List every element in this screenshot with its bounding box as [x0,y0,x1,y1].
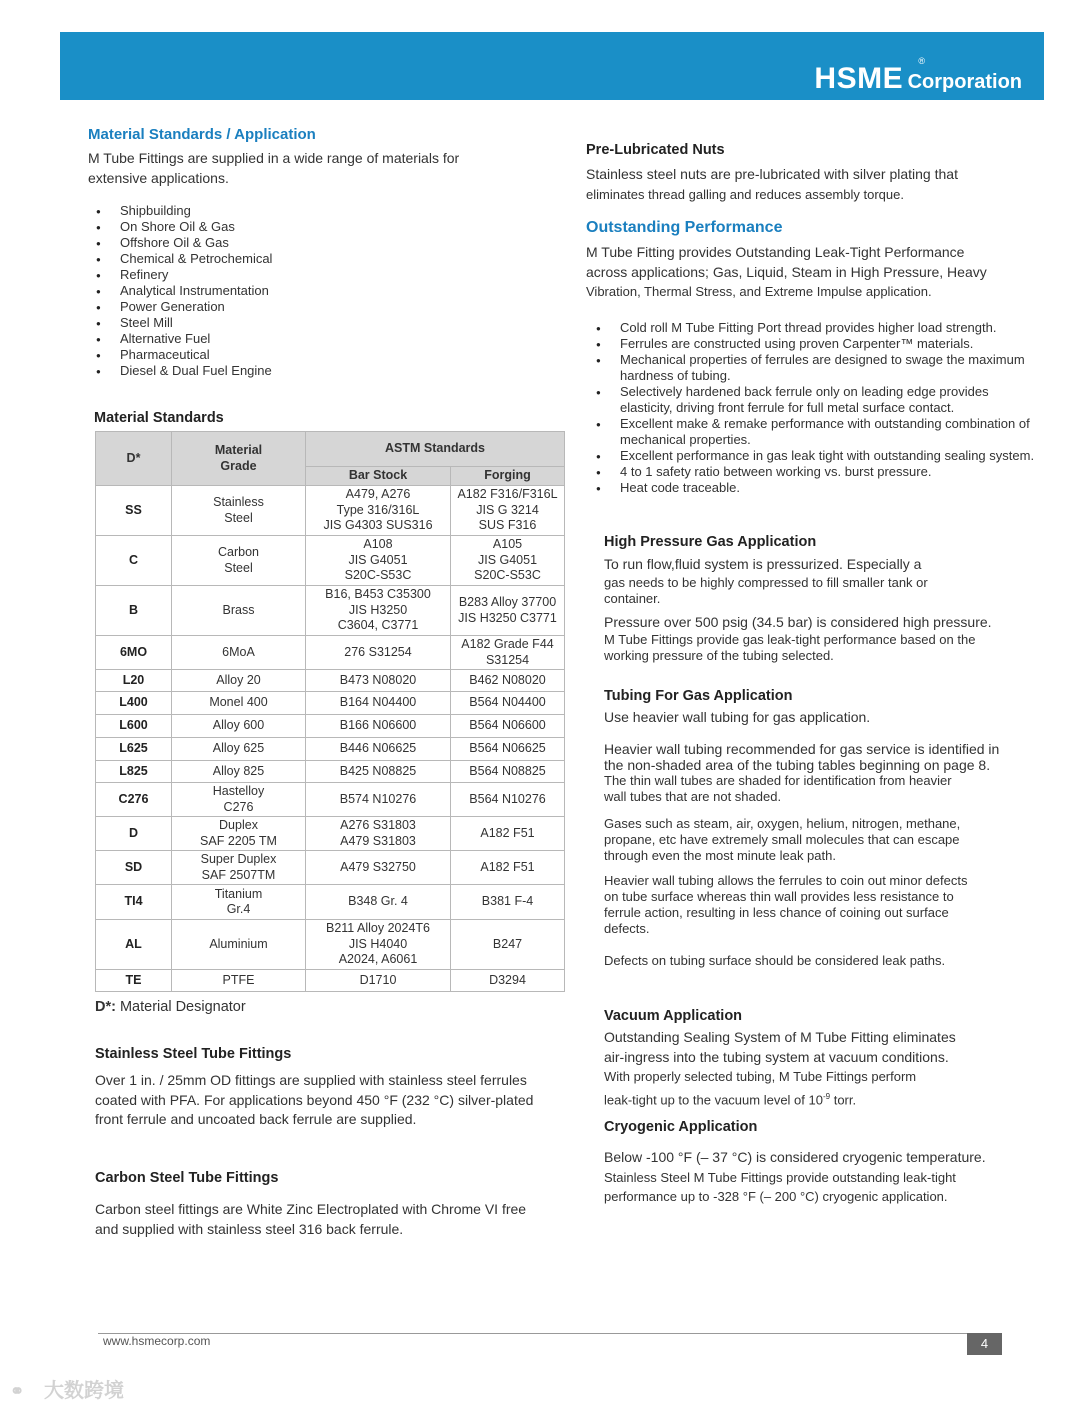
cell-forging: A182 F51 [451,817,565,851]
applications-list [94,203,272,379]
stainless-body: Over 1 in. / 25mm OD fittings are supplied with stainless steel ferrules coated with PFA. For applications beyond 450 °F (232 °C) silver-plated front ferrule and uncoated back ferrule are supplied. [95,1072,534,1127]
cell-designator: C276 [96,783,172,817]
cell-forging: B564 N08825 [451,761,565,783]
table-row [96,817,565,851]
cell-forging: B381 F-4 [451,885,565,920]
table-row [96,692,565,715]
logo-registered: ® [918,56,926,66]
cell-grade: Stainless Steel [172,486,306,536]
table-row [96,783,565,817]
cell-forging: B564 N10276 [451,783,565,817]
cryogenic-title: Cryogenic Application [604,1119,758,1135]
vacuum-title: Vacuum Application [604,1008,743,1024]
material-intro: M Tube Fittings are supplied in a wide range of materials for extensive applications. [88,150,460,186]
table-row [96,761,565,783]
cell-grade: Carbon Steel [172,536,306,586]
cell-grade: Hastelloy C276 [172,783,306,817]
nuts-body: Stainless steel nuts are pre-lubricated with silver plating that eliminates thread galling and reduces assembly torque. [586,166,958,202]
cell-designator: B [96,586,172,636]
cryogenic-body: Below -100 °F (– 37 °C) is considered cryogenic temperature. Stainless Steel M Tube Fittings provide outstanding leak-tight performance up to -328 °F (– 200 °C) cryogenic application. [604,1149,986,1204]
table-row [96,715,565,738]
cell-forging: B283 Alloy 37700 JIS H3250 C3771 [451,586,565,636]
application-item: ● Alternative Fuel [94,331,272,347]
cell-bar-stock: A108 JIS G4051 S20C-S53C [306,536,451,586]
tubing-gas-intro: Use heavier wall tubing for gas application. [604,709,871,725]
logo-main: HSME [814,62,904,95]
cell-grade: Duplex SAF 2205 TM [172,817,306,851]
cell-designator: L400 [96,692,172,715]
application-item: ● Power Generation [94,299,272,315]
table-title: Material Standards [94,410,224,426]
footer-divider [98,1333,1002,1334]
cell-grade: Titanium Gr.4 [172,885,306,920]
table-row [96,851,565,885]
feature-item: ● Excellent make & remake performance with outstanding combination of mechanical properties. [594,416,1044,448]
cell-bar-stock: B164 N04400 [306,692,451,715]
material-standards-table [95,431,565,992]
table-row [96,885,565,920]
cell-forging: B564 N06600 [451,715,565,738]
cell-designator: L625 [96,738,172,761]
cell-designator: L600 [96,715,172,738]
application-item: ● Steel Mill [94,315,272,331]
cell-forging: A182 F51 [451,851,565,885]
cell-grade: Alloy 625 [172,738,306,761]
high-pressure-body: To run flow,fluid system is pressurized. Especially a gas needs to be highly compressed to fill smaller tank or container. Pressure over 500 psig (34.5 bar) is considered high pressure. M Tube Fittings provide gas leak-tight performance based on the working pressure of the tubing selected. [604,556,992,663]
cell-grade: Alloy 600 [172,715,306,738]
cell-bar-stock: B473 N08020 [306,670,451,692]
cell-bar-stock: B16, B453 C35300 JIS H3250 C3604, C3771 [306,586,451,636]
performance-title: Outstanding Performance [586,219,783,236]
application-item: ● Chemical & Petrochemical [94,251,272,267]
cell-designator: SD [96,851,172,885]
cell-grade: Monel 400 [172,692,306,715]
header-banner [60,32,1044,100]
tubing-gas-title: Tubing For Gas Application [604,688,793,704]
cell-designator: TE [96,970,172,992]
cell-grade: Super Duplex SAF 2507TM [172,851,306,885]
table-row [96,920,565,970]
cell-forging: B564 N06625 [451,738,565,761]
company-logo [814,56,1022,96]
logo-sub: Corporation [907,71,1022,93]
cell-bar-stock: B211 Alloy 2024T6 JIS H4040 A2024, A6061 [306,920,451,970]
feature-item: ● Ferrules are constructed using proven Carpenter™ materials. [594,336,1044,352]
cell-forging: B564 N04400 [451,692,565,715]
designator-note: D*: Material Designator [95,999,246,1015]
cell-bar-stock: B348 Gr. 4 [306,885,451,920]
nuts-title: Pre-Lubricated Nuts [586,142,725,158]
page-number: 4 [967,1333,1002,1355]
table-row [96,536,565,586]
vacuum-body: Outstanding Sealing System of M Tube Fitting eliminates air-ingress into the tubing system at vacuum conditions. With properly selected tubing, M Tube Fittings perform leak-tight up to the vacuum level of $10^{-9}$ torr. [604,1028,956,1109]
table-row [96,486,565,536]
feature-item: ● Mechanical properties of ferrules are designed to swage the maximum hardness of tubing. [594,352,1044,384]
table-body [96,486,565,992]
watermark: ⚭ 大数跨境 [10,1380,124,1402]
header-material-grade: Material Grade [172,432,306,486]
cell-grade: Alloy 20 [172,670,306,692]
table-row [96,636,565,670]
cell-forging: A182 Grade F44 S31254 [451,636,565,670]
application-item: ● Pharmaceutical [94,347,272,363]
feature-item: ● Excellent performance in gas leak tight with outstanding sealing system. [594,448,1044,464]
cell-bar-stock: 276 S31254 [306,636,451,670]
cell-designator: SS [96,486,172,536]
cell-designator: L20 [96,670,172,692]
cell-bar-stock: B574 N10276 [306,783,451,817]
cell-designator: 6MO [96,636,172,670]
cell-bar-stock: D1710 [306,970,451,992]
material-standards-heading: Material Standards / Application [88,126,316,143]
cell-forging: A182 F316/F316L JIS G 3214 SUS F316 [451,486,565,536]
application-item: ● Diesel & Dual Fuel Engine [94,363,272,379]
cell-bar-stock: A276 S31803 A479 S31803 [306,817,451,851]
cell-grade: 6MoA [172,636,306,670]
tubing-gas-body: Heavier wall tubing recommended for gas service is identified in the non-shaded area of the tubing tables beginning on page 8. The thin wall tubes are shaded for identification from heavier wall tubes that are not shaded. Gases such as steam, air, oxygen, helium, nitrogen, methane, propane, etc have extremely small molecules that can escape through even the most minute leak path. Heavier wall tubing allows the ferrules to coin out minor defects on tube surface whereas thin wall provides less resistance to ferrule action, resulting in less chance of coining out surface defects. Defects on tubing surface should be considered leak paths. [604,741,1000,968]
cell-forging: B247 [451,920,565,970]
cell-bar-stock: A479, A276 Type 316/316L JIS G4303 SUS316 [306,486,451,536]
cell-bar-stock: B425 N08825 [306,761,451,783]
cell-bar-stock: A479 S32750 [306,851,451,885]
performance-body: M Tube Fitting provides Outstanding Leak-Tight Performance across applications; Gas, Liquid, Steam in High Pressure, Heavy Vibration, Thermal Stress, and Extreme Impulse application. [586,244,987,299]
cell-designator: C [96,536,172,586]
cell-bar-stock: B446 N06625 [306,738,451,761]
carbon-title: Carbon Steel Tube Fittings [95,1170,279,1186]
cell-grade: Aluminium [172,920,306,970]
cell-grade: Brass [172,586,306,636]
table-row [96,670,565,692]
cell-designator: TI4 [96,885,172,920]
header-forging: Forging [451,467,565,486]
cell-bar-stock: B166 N06600 [306,715,451,738]
cell-forging: B462 N08020 [451,670,565,692]
application-item: ● Refinery [94,267,272,283]
application-item: ● Analytical Instrumentation [94,283,272,299]
cell-forging: D3294 [451,970,565,992]
application-item: ● Offshore Oil & Gas [94,235,272,251]
application-item: ● On Shore Oil & Gas [94,219,272,235]
feature-item: ● 4 to 1 safety ratio between working vs. burst pressure. [594,464,1044,480]
header-designator: D* [96,432,172,486]
stainless-title: Stainless Steel Tube Fittings [95,1046,292,1062]
vacuum-level: leak-tight up to the vacuum level of $10^{-9}$ torr. [604,1091,857,1107]
cell-grade: PTFE [172,970,306,992]
cell-grade: Alloy 825 [172,761,306,783]
header-bar-stock: Bar Stock [306,467,451,486]
table-row [96,586,565,636]
features-list [594,320,1044,496]
feature-item: ● Cold roll M Tube Fitting Port thread provides higher load strength. [594,320,1044,336]
table-row [96,970,565,992]
header-astm: ASTM Standards [306,432,565,467]
feature-item: ● Selectively hardened back ferrule only on leading edge provides elasticity, driving front ferrule for full metal surface contact. [594,384,1044,416]
cell-designator: L825 [96,761,172,783]
table-row [96,738,565,761]
footer-url[interactable]: www.hsmecorp.com [103,1334,211,1348]
cell-forging: A105 JIS G4051 S20C-S53C [451,536,565,586]
feature-item: ● Heat code traceable. [594,480,1044,496]
cell-designator: D [96,817,172,851]
high-pressure-title: High Pressure Gas Application [604,534,817,550]
watermark-icon: ⚭ [10,1382,25,1401]
carbon-body: Carbon steel fittings are White Zinc Electroplated with Chrome VI free and supplied with stainless steel 316 back ferrule. [95,1201,527,1237]
application-item: ● Shipbuilding [94,203,272,219]
cell-designator: AL [96,920,172,970]
